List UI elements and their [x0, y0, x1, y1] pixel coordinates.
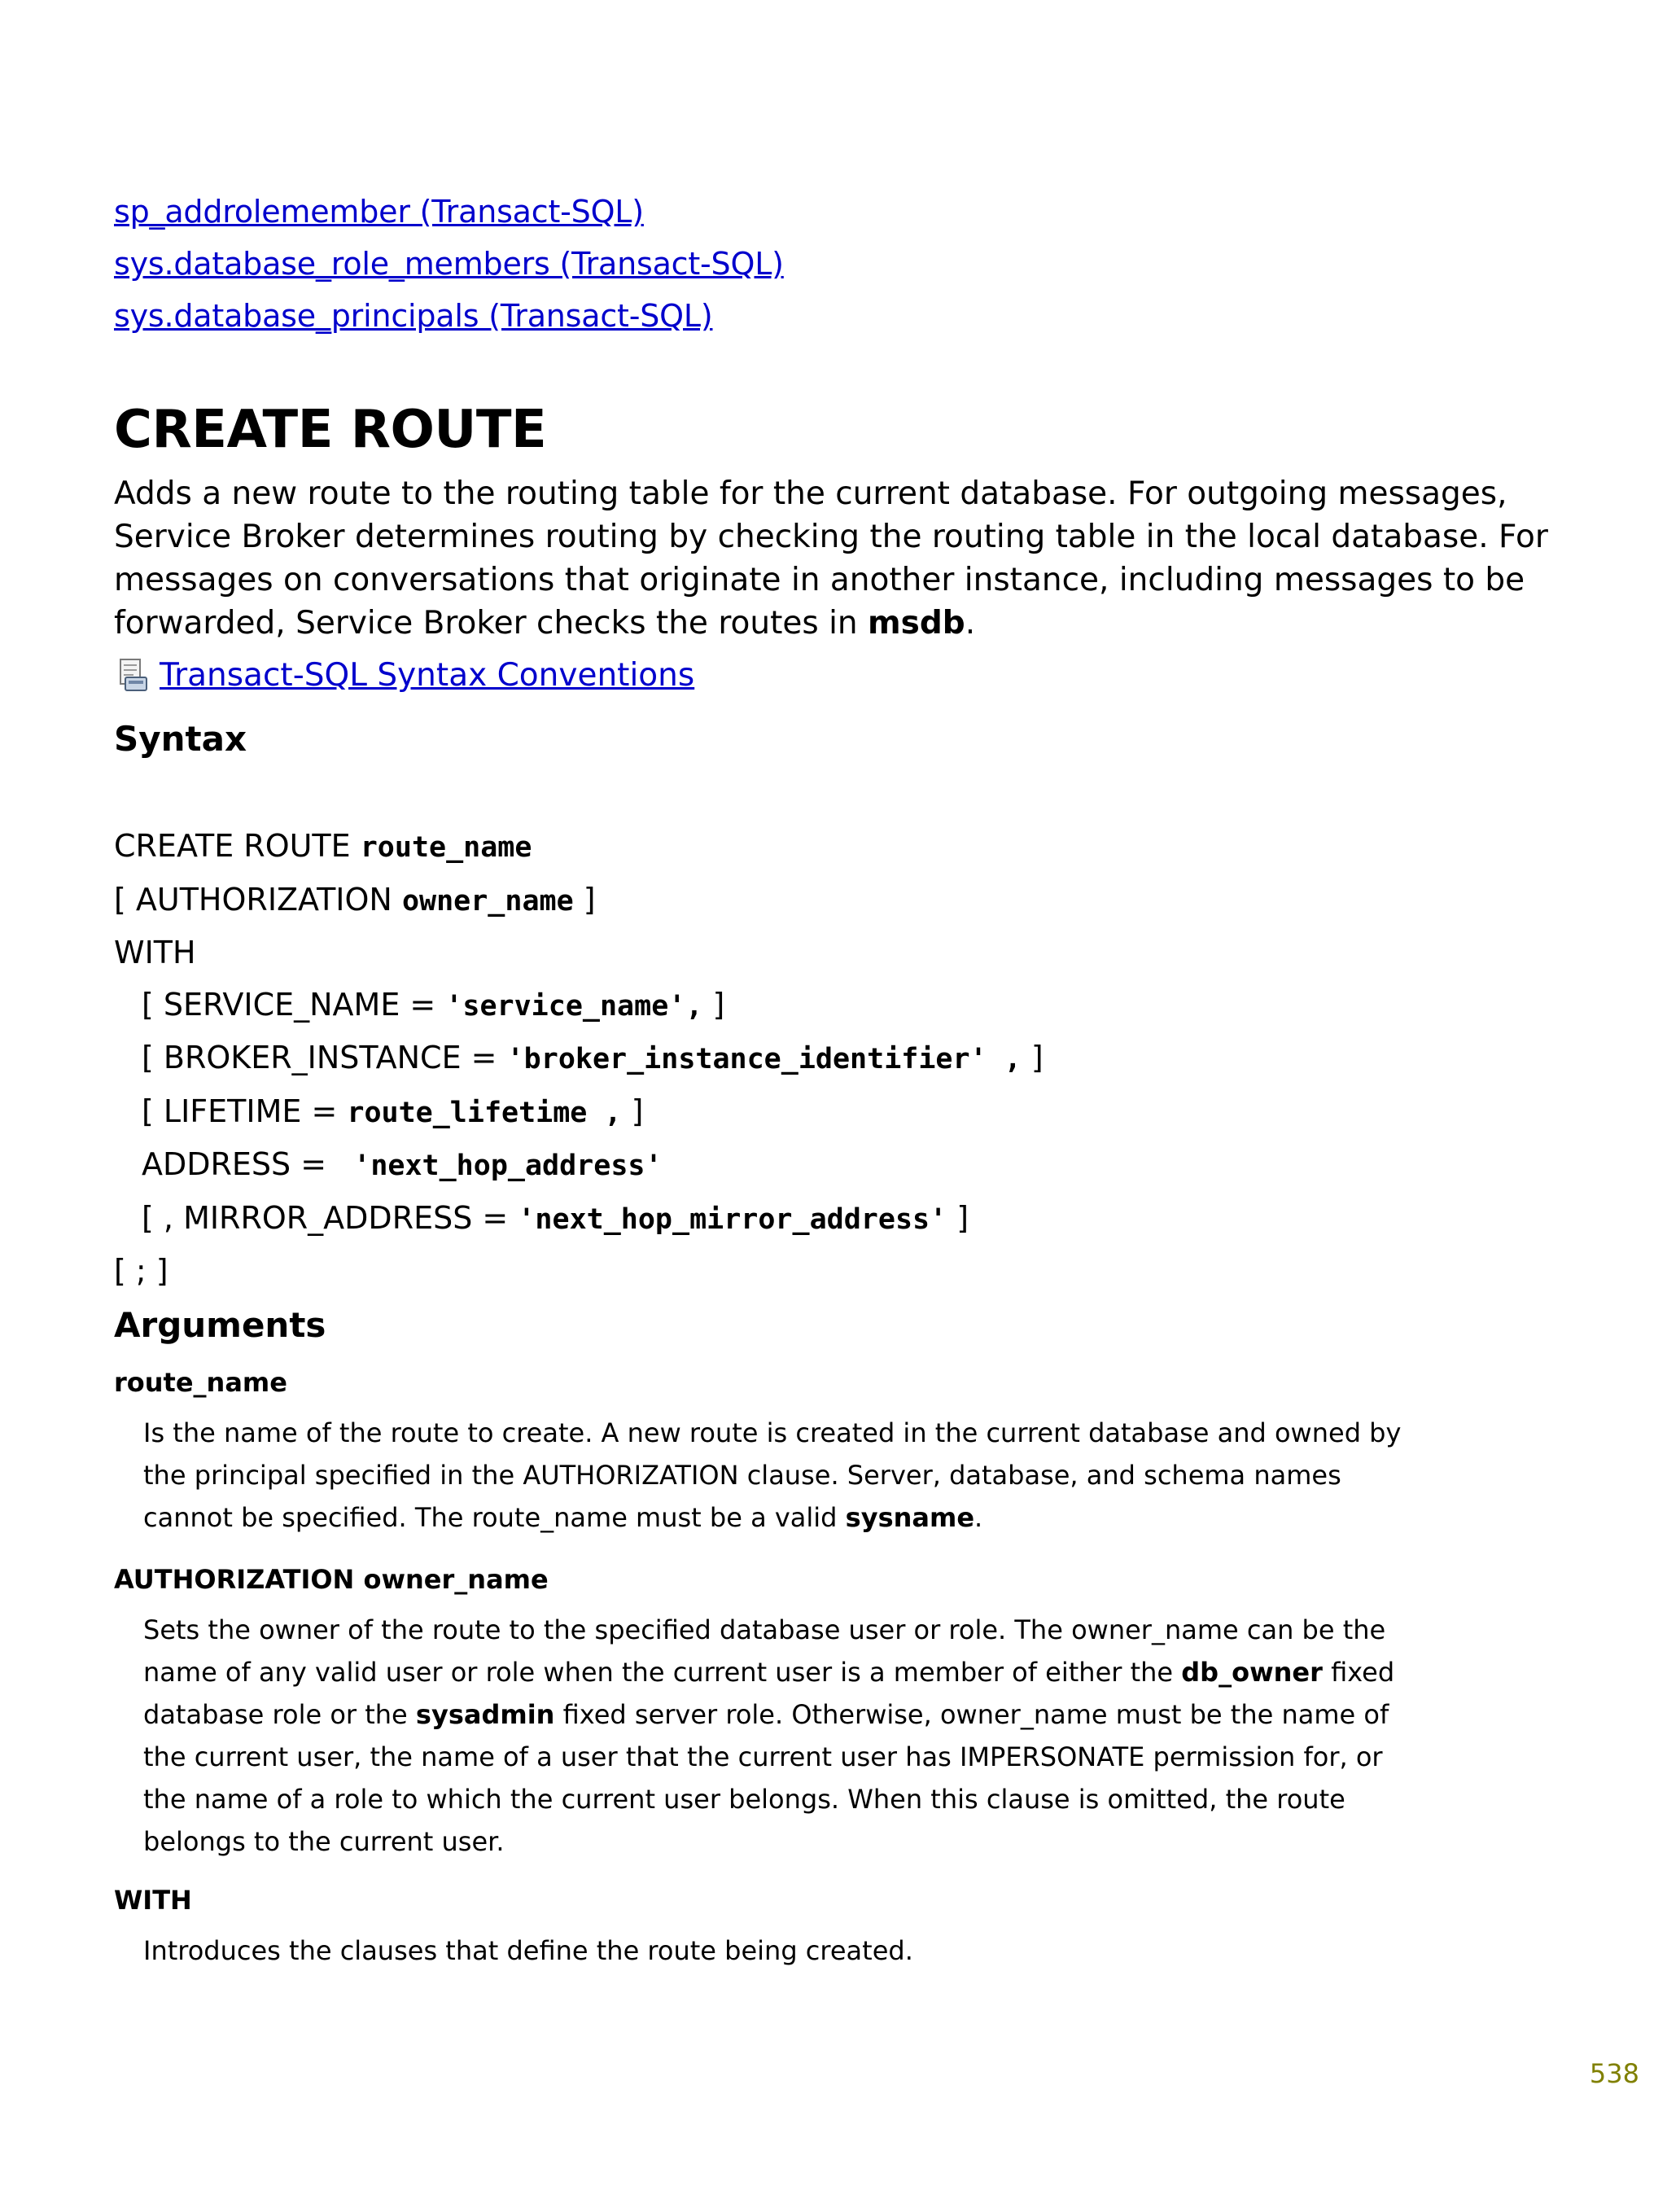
intro-text-end: . [965, 605, 976, 642]
syntax-line [114, 1246, 1044, 1298]
syntax-keyword: WITH [114, 935, 196, 970]
syntax-argument: route_lifetime , [347, 1096, 622, 1129]
conventions-row [114, 650, 694, 702]
syntax-keyword: ] [1021, 1040, 1044, 1075]
argument-term-authorization: AUTHORIZATION owner_name [114, 1564, 549, 1595]
syntax-argument: 'next_hop_mirror_address' [518, 1202, 947, 1236]
link-sys-database-role-members[interactable]: sys.database_role_members (Transact-SQL) [114, 246, 784, 282]
arguments-heading: Arguments [114, 1305, 326, 1345]
intro-bold-msdb: msdb [868, 605, 965, 642]
page-title: CREATE ROUTE [114, 400, 547, 460]
document-page [114, 0, 1563, 2212]
argument-desc-text: fixed server role. Otherwise, owner_name must be the name of the current user, the name of a user that the current user has IMPERSONATE permission for, or the name of a role to which the current user belongs. When this clause is omitted, the route belongs to the current user. [143, 1699, 1389, 1857]
argument-desc-bold: sysadmin [415, 1699, 555, 1730]
syntax-line [114, 1193, 1044, 1246]
argument-term-with: WITH [114, 1885, 192, 1916]
argument-desc-with: Introduces the clauses that define the route being created. [143, 1935, 913, 1966]
syntax-heading: Syntax [114, 719, 247, 759]
syntax-keyword: [ LIFETIME = [142, 1093, 348, 1129]
syntax-keyword: ADDRESS = [142, 1146, 337, 1182]
syntax-keyword: [ AUTHORIZATION [114, 881, 402, 918]
syntax-line [114, 1032, 1044, 1086]
syntax-keyword: ] [947, 1199, 969, 1236]
syntax-line [114, 874, 1044, 928]
argument-term-route-name: route_name [114, 1367, 287, 1398]
syntax-line [114, 927, 1044, 979]
syntax-keyword: [ BROKER_INSTANCE = [142, 1040, 507, 1075]
intro-paragraph [114, 472, 1571, 645]
argument-desc-text: Sets the owner of the route to the specified database user or role. The owner_name can be the name of any valid user or role when the current user is a member of either the [143, 1614, 1386, 1688]
syntax-line [114, 1139, 1044, 1193]
intro-text: Adds a new route to the routing table for the current database. For outgoing messages, Service Broker determines routing by checking the routing table in the local database. For messages on conversations that originate in another instance, including messages to be forwarded, Service Broker checks the routes in [114, 475, 1548, 642]
argument-desc-bold: db_owner [1181, 1657, 1323, 1688]
syntax-line [114, 979, 1044, 1033]
syntax-argument: route_name [360, 831, 532, 864]
syntax-line [114, 1086, 1044, 1140]
link-sp-addrolemember[interactable]: sp_addrolemember (Transact-SQL) [114, 194, 644, 230]
argument-desc-authorization [143, 1609, 1413, 1863]
argument-desc-route-name [143, 1412, 1413, 1539]
syntax-argument: 'next_hop_address' [336, 1150, 663, 1182]
syntax-keyword: ] [573, 881, 596, 918]
syntax-keyword: CREATE ROUTE [114, 828, 361, 864]
page-number: 538 [1589, 2058, 1639, 2089]
syntax-argument: 'broker_instance_identifier' , [506, 1043, 1022, 1075]
syntax-keyword: [ , MIRROR_ADDRESS = [142, 1199, 518, 1236]
syntax-keyword: ] [702, 986, 725, 1023]
syntax-keyword: [ ; ] [114, 1253, 168, 1289]
syntax-block [114, 821, 1044, 1298]
argument-desc-text: fixed database role or the [143, 1657, 1395, 1730]
document-icon [114, 658, 150, 694]
syntax-line [114, 821, 1044, 874]
link-transact-sql-syntax-conventions[interactable]: Transact-SQL Syntax Conventions [160, 657, 695, 694]
argument-desc-text: . [974, 1502, 983, 1533]
syntax-keyword: ] [621, 1093, 644, 1129]
argument-desc-text: Is the name of the route to create. A new route is created in the current database and owned by the principal specified in the AUTHORIZATION clause. Server, database, and schema names cannot be specified. The route_name must be a valid [143, 1417, 1402, 1533]
syntax-argument: 'service_name', [445, 989, 703, 1023]
syntax-argument: owner_name [401, 884, 574, 918]
syntax-keyword: [ SERVICE_NAME = [142, 986, 446, 1023]
link-sys-database-principals[interactable]: sys.database_principals (Transact-SQL) [114, 298, 713, 334]
argument-desc-bold: sysname [845, 1502, 975, 1533]
related-links [114, 186, 784, 342]
